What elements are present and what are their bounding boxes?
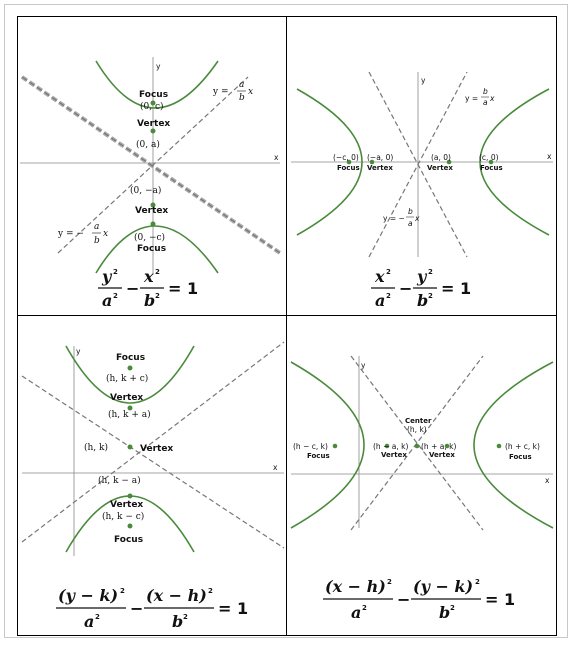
vertex-left-coord: (h − a, k) — [373, 442, 409, 451]
eq-term1-den-exp: 2 — [95, 613, 100, 621]
eq-term2-den-exp: 2 — [450, 604, 455, 612]
eq-term2-num: (x − h) — [146, 586, 207, 605]
vertex-right-coord: (h + a, k) — [421, 442, 457, 451]
asymptote-positive — [22, 342, 284, 542]
eq-term2-num: y — [417, 267, 427, 286]
asymptote-positive-label: y = — [465, 94, 479, 103]
vertical-hyperbola-graph — [18, 17, 288, 317]
eq-minus: − — [397, 590, 411, 609]
eq-term2-num-exp: 2 — [428, 268, 433, 276]
asymptote-positive-num: b — [483, 87, 488, 96]
focus-bottom-label: Focus — [137, 244, 167, 254]
center-point — [415, 444, 420, 449]
eq-term1-num-exp: 2 — [387, 578, 392, 586]
shifted-vertical-hyperbola-graph — [18, 316, 288, 636]
focus-top-label: Focus — [116, 353, 146, 363]
panel-shifted-horizontal-hyperbola — [287, 316, 557, 636]
asymptote-positive-var: x — [248, 87, 254, 97]
asymptote-negative-den: b — [94, 236, 100, 246]
eq-term1-den: a — [84, 612, 95, 631]
asymptote-negative-num: b — [408, 207, 413, 216]
equation-vertical — [98, 267, 198, 310]
focus-top-point — [128, 366, 133, 371]
eq-term2-den-exp: 2 — [428, 292, 433, 300]
asymptote-negative-var: x — [415, 214, 420, 223]
vertex-bottom-coord: (0, −a) — [130, 186, 162, 196]
center-label: Center — [405, 417, 432, 425]
focus-left-coord: (h − c, k) — [293, 442, 328, 451]
focus-left-label: Focus — [307, 452, 330, 460]
focus-bottom-coord: (h, k − c) — [102, 512, 145, 522]
focus-top-coord: (0, c) — [140, 102, 164, 112]
eq-term2-den-exp: 2 — [183, 613, 188, 621]
y-axis-label: y — [361, 361, 366, 370]
eq-term2-den: b — [417, 291, 429, 310]
center-coord: (h, k) — [407, 425, 427, 434]
eq-term2-num: x — [144, 267, 154, 286]
x-axis-label: x — [545, 476, 550, 485]
eq-term1-num-exp: 2 — [120, 587, 125, 595]
eq-minus: − — [126, 279, 140, 298]
vertex-left-label: Vertex — [367, 164, 393, 172]
eq-term1-den-exp: 2 — [362, 604, 367, 612]
eq-term2-num-exp: 2 — [475, 578, 480, 586]
eq-term2-den: b — [144, 291, 156, 310]
y-axis-label: y — [421, 76, 426, 85]
focus-right-label: Focus — [480, 164, 503, 172]
focus-bottom-point — [128, 524, 133, 529]
asymptote-positive-den: b — [239, 93, 245, 103]
eq-term1-den-exp: 2 — [113, 292, 118, 300]
eq-term1-den: a — [351, 603, 362, 622]
panel-vertical-hyperbola — [17, 16, 287, 316]
focus-left-label: Focus — [337, 164, 360, 172]
focus-bottom-point — [151, 222, 156, 227]
eq-term2-den-exp: 2 — [155, 292, 160, 300]
focus-top-coord: (h, k + c) — [106, 374, 149, 384]
vertex-bottom-label: Vertex — [135, 206, 169, 216]
eq-term2-num: (y − k) — [413, 577, 474, 596]
eq-term1-num: (y − k) — [58, 586, 119, 605]
asymptote-positive-num: a — [239, 80, 245, 90]
vertex-left-coord: (−a, 0) — [367, 153, 394, 162]
asymptote-negative-var: x — [103, 229, 109, 239]
y-axis-label: y — [76, 347, 81, 356]
equation-shifted-vertical — [56, 586, 248, 631]
asymptote-negative-den: a — [408, 219, 413, 228]
vertex-bottom-label: Vertex — [110, 500, 144, 510]
figure-frame — [4, 4, 568, 638]
focus-left-point — [333, 444, 338, 449]
x-axis-label: x — [273, 463, 278, 472]
focus-bottom-label: Focus — [114, 535, 144, 545]
vertex-right-label: Vertex — [429, 451, 455, 459]
eq-rhs: = 1 — [168, 279, 199, 298]
vertex-bottom-point — [128, 494, 133, 499]
asymptote-positive-var: x — [490, 94, 495, 103]
vertex-bottom-coord: (h, k − a) — [98, 476, 141, 486]
asymptote-negative-label: y = − — [58, 229, 84, 239]
vertex-top-coord: (h, k + a) — [108, 410, 151, 420]
vertex-top-point — [151, 129, 156, 134]
center-point — [128, 445, 133, 450]
panel-shifted-vertical-hyperbola — [17, 316, 287, 636]
vertex-right-label: Vertex — [427, 164, 453, 172]
panel-horizontal-hyperbola — [287, 16, 557, 316]
focus-right-point — [497, 444, 502, 449]
vertex-top-label: Vertex — [110, 393, 144, 403]
asymptote-positive-den: a — [483, 98, 488, 107]
eq-term1-num-exp: 2 — [113, 268, 118, 276]
vertex-top-label: Vertex — [137, 119, 171, 129]
equation-horizontal — [371, 267, 471, 310]
eq-term2-den: b — [439, 603, 451, 622]
eq-rhs: = 1 — [218, 599, 249, 618]
eq-minus: − — [130, 599, 144, 618]
eq-term1-den-exp: 2 — [386, 292, 391, 300]
eq-term1-den: a — [102, 291, 113, 310]
eq-minus: − — [399, 279, 413, 298]
asymptote-negative-num: a — [94, 222, 100, 232]
asymptote-negative-label: y = − — [383, 214, 405, 223]
center-vertex-label: Vertex — [140, 444, 174, 454]
eq-rhs: = 1 — [441, 279, 472, 298]
focus-right-label: Focus — [509, 453, 532, 461]
asymptote-positive-label: y = — [213, 87, 229, 97]
y-axis-label: y — [156, 62, 161, 71]
focus-top-label: Focus — [139, 90, 169, 100]
horizontal-hyperbola-graph — [287, 17, 557, 317]
eq-term1-num: (x − h) — [325, 577, 386, 596]
eq-term1-num-exp: 2 — [386, 268, 391, 276]
focus-right-coord: (h + c, k) — [505, 442, 540, 451]
asymptote-negative — [22, 376, 284, 548]
eq-term1-num: x — [375, 267, 385, 286]
shifted-horizontal-hyperbola-graph — [287, 316, 557, 636]
x-axis-label: x — [274, 153, 279, 162]
focus-left-coord: (−c, 0) — [333, 153, 359, 162]
vertex-right-coord: (a, 0) — [431, 153, 451, 162]
focus-right-coord: (c, 0) — [479, 153, 499, 162]
eq-rhs: = 1 — [485, 590, 516, 609]
x-axis-label: x — [547, 152, 552, 161]
focus-bottom-coord: (0, −c) — [134, 233, 166, 243]
vertex-left-label: Vertex — [381, 451, 407, 459]
vertex-top-coord: (0, a) — [136, 140, 160, 150]
eq-term2-num-exp: 2 — [208, 587, 213, 595]
eq-term2-num-exp: 2 — [155, 268, 160, 276]
eq-term1-num: y — [102, 267, 112, 286]
eq-term1-den: a — [375, 291, 386, 310]
eq-term2-den: b — [172, 612, 184, 631]
equation-shifted-horizontal — [323, 577, 515, 622]
center-coord: (h, k) — [84, 443, 108, 453]
hyperbola-grid — [17, 16, 557, 636]
